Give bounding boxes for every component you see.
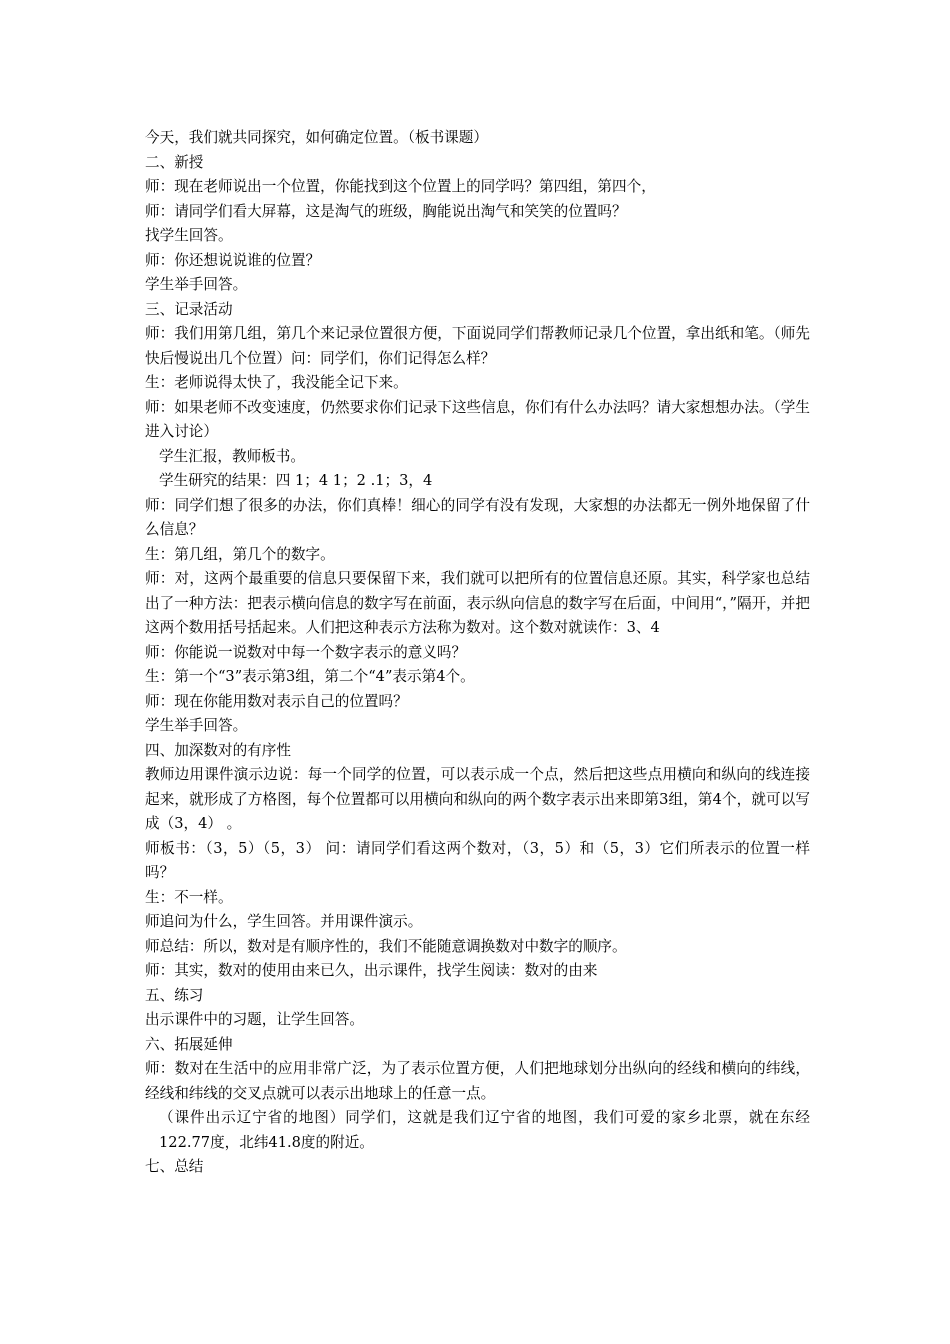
paragraph: （课件出示辽宁省的地图）同学们，这就是我们辽宁省的地图，我们可爱的家乡北票，就在东经122.77度，北纬41.8度的附近。 [159, 1109, 810, 1151]
paragraph: 学生汇报，教师板书。 [159, 447, 305, 465]
paragraph: 师板书：（3，5）（5，3） 问：请同学们看这两个数对，（3，5）和（5，3）它们所表示的位置一样吗？ [145, 839, 810, 881]
paragraph: 师：你还想说说谁的位置？ [145, 251, 321, 269]
paragraph: 学生研究的结果：四 1；4 1；2 .1；3，4 [159, 472, 433, 489]
paragraph: 生：第几组，第几个的数字。 [145, 545, 335, 563]
section-heading-summary: 七、总结 [145, 1158, 204, 1175]
paragraph: 生：第一个“3”表示第3组，第二个“4”表示第4个。 [145, 668, 475, 685]
paragraph: 生：老师说得太快了，我没能全记下来。 [145, 374, 408, 391]
paragraph: 师：我们用第几组，第几个来记录位置很方便，下面说同学们帮教师记录几个位置，拿出纸和笔。（师先快后慢说出几个位置）问：同学们，你们记得怎么样？ [145, 325, 810, 367]
paragraph: 学生举手回答。 [145, 717, 248, 734]
paragraph: 找学生回答。 [145, 227, 233, 244]
paragraph: 师总结：所以，数对是有顺序性的，我们不能随意调换数对中数字的顺序。 [145, 937, 627, 955]
paragraph: 师追问为什么，学生回答。并用课件演示。 [145, 913, 423, 930]
section-heading-new-lesson: 二、新授 [145, 153, 204, 171]
paragraph: 学生举手回答。 [145, 276, 248, 293]
paragraph: 师：现在老师说出一个位置，你能找到这个位置上的同学吗？第四组，第四个， [145, 178, 656, 195]
paragraph: 师：同学们想了很多的办法，你们真棒！细心的同学有没有发现，大家想的办法都无一例外地保留了什么信息？ [145, 496, 810, 538]
section-heading-practice: 五、练习 [145, 986, 204, 1004]
paragraph: 教师边用课件演示边说：每一个同学的位置，可以表示成一个点，然后把这些点用横向和纵向的线连接起来，就形成了方格图，每个位置都可以用横向和纵向的两个数字表示出来即第3组，第4个，就可以写成（3，4） 。 [145, 766, 810, 832]
paragraph: 出示课件中的习题，让学生回答。 [145, 1011, 364, 1028]
paragraph: 生：不一样。 [145, 888, 233, 906]
paragraph: 师：你能说一说数对中每一个数字表示的意义吗？ [145, 643, 467, 661]
paragraph: 师：现在你能用数对表示自己的位置吗？ [145, 692, 408, 710]
section-heading-ordering: 四、加深数对的有序性 [145, 741, 291, 759]
paragraph: 师：数对在生活中的应用非常广泛，为了表示位置方便，人们把地球划分出纵向的经线和横向的纬线，经线和纬线的交叉点就可以表示出地球上的任意一点。 [145, 1060, 810, 1102]
paragraph: 师：其实，数对的使用由来已久，出示课件，找学生阅读：数对的由来 [145, 962, 598, 979]
paragraph: 师：对，这两个最重要的信息只要保留下来，我们就可以把所有的位置信息还原。其实，科学家也总结出了一种方法：把表示横向信息的数字写在前面，表示纵向信息的数字写在后面，中间用“，”隔开，并把这两个数用括号括起来。人们把这种表示方法称为数对。这个数对就读作：3、4 [145, 570, 810, 636]
document-body [145, 126, 810, 1180]
paragraph: 师：如果老师不改变速度，仍然要求你们记录下这些信息，你们有什么办法吗？请大家想想办法。（学生进入讨论） [145, 398, 810, 440]
paragraph-intro: 今天，我们就共同探究，如何确定位置。（板书课题） [145, 129, 488, 146]
paragraph: 师：请同学们看大屏幕，这是淘气的班级，胸能说出淘气和笑笑的位置吗？ [145, 202, 627, 220]
section-heading-recording: 三、记录活动 [145, 300, 233, 318]
section-heading-extension: 六、拓展延伸 [145, 1035, 233, 1053]
